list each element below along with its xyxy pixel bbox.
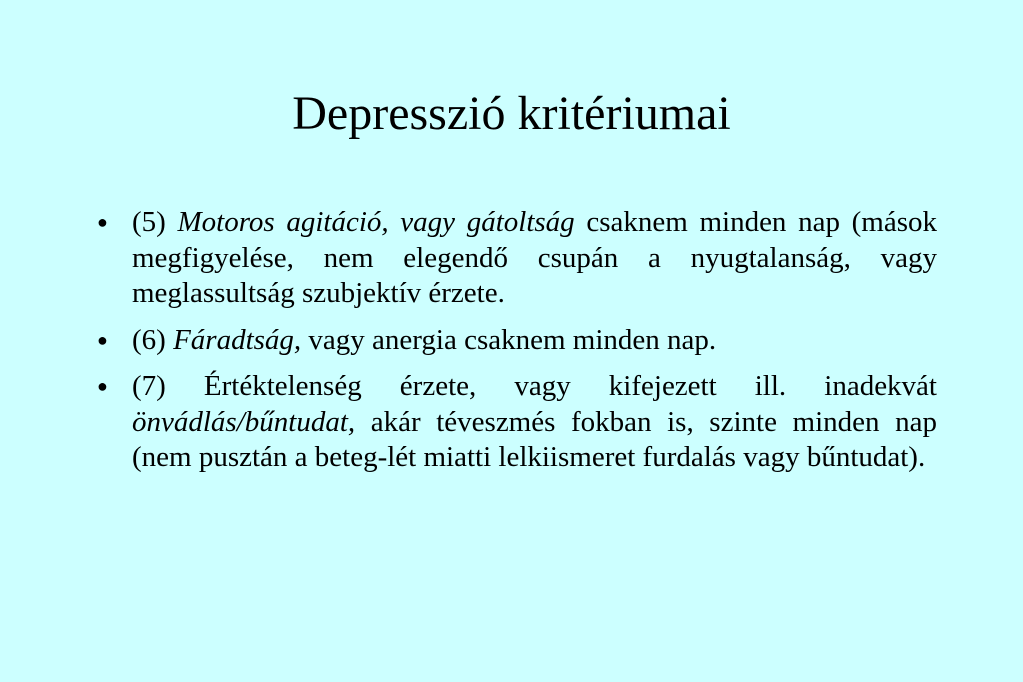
bullet-prefix: (7) Értéktelenség érzete, vagy kifejezett ill. inadekvát	[132, 370, 937, 402]
slide-title: Depresszió kritériumai	[292, 87, 731, 140]
bullet-text: csaknem minden nap (mások megfigyelése, nem elegendő csupán a nyugtalanság, vagy meglassultság szubjektív érzete.	[132, 206, 937, 309]
bullet-list	[95, 205, 937, 487]
bullet-item-5	[95, 205, 937, 312]
bullet-emphasis: önvádlás/bűntudat,	[132, 405, 356, 438]
bullet-dot-icon: ●	[97, 212, 108, 232]
bullet-item-6	[95, 323, 937, 359]
bullet-item-7	[95, 369, 937, 476]
bullet-text: vagy anergia csaknem minden nap.	[301, 323, 717, 356]
bullet-prefix: (5)	[132, 206, 178, 238]
bullet-dot-icon: ●	[97, 329, 108, 350]
bullet-emphasis: Motoros agitáció, vagy gátoltság	[177, 206, 575, 238]
bullet-emphasis: Fáradtság,	[173, 323, 302, 356]
bullet-text: akár téveszmés fokban is, szinte minden nap (nem pusztán a beteg-lét miatti lelkiismeret furdalás vagy bűntudat).	[132, 405, 937, 473]
bullet-dot-icon: ●	[97, 376, 108, 396]
bullet-prefix: (6)	[132, 323, 174, 356]
